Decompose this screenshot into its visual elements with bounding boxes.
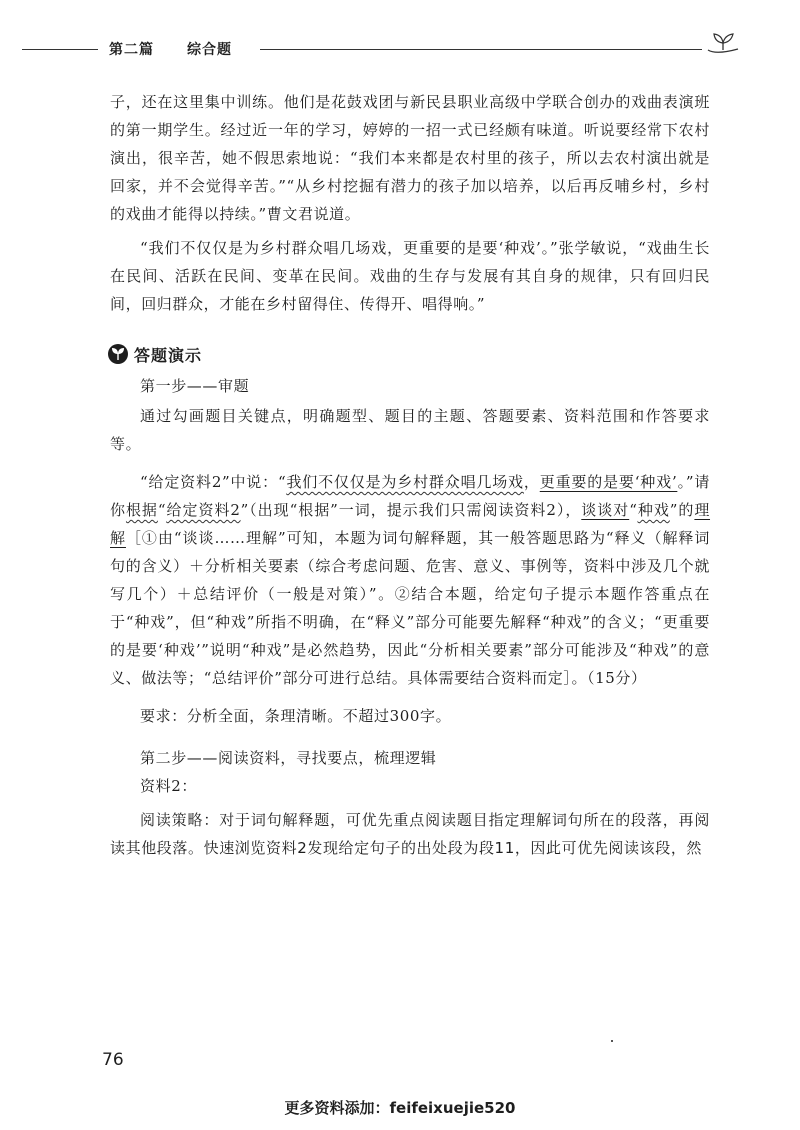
question-quote-b: 更重要的是要‘种戏’	[539, 473, 678, 491]
question-part: “给定资料2”中说：“	[140, 473, 287, 491]
material-paragraph-1: 子，还在这里集中训练。他们是花鼓戏团与新民县职业高级中学联合创办的戏曲表演班的第一期学生。经过近一年的学习，婷婷的一招一式已经颇有味道。听说要经常下农村演出，很辛苦，她不假思索地说：“我们本来都是农村里的孩子，所以去农村演出就是回家，并不会觉得辛苦。”“从乡村挖掘有潜力的孩子加以培养，以后再反哺乡村，乡村的戏曲才能得以持续。”曹文君说道。	[110, 93, 710, 223]
scan-dot	[611, 1040, 613, 1042]
question-part: “	[629, 501, 638, 519]
keyword-material-ref: 给定资料2	[166, 501, 241, 519]
page-number: 76	[102, 1050, 124, 1070]
question-analysis: ［①由“谈谈……理解”可知，本题为词句解释题，其一般答题思路为“释义（解释词句的含义）＋分析相关要素（综合考虑问题、危害、意义、事例等，资料中涉及几个就写几个）＋总结评价（一般是对策）”。②结合本题，给定句子提示本题作答重点在于“种戏”，但“种戏”所指不明确，在“释义”部分可能要先解释“种戏”的含义；“更重要的是要‘种戏’”说明“种戏”是必然趋势，因此“分析相关要素”部分可能涉及“种戏”的意义、做法等；“总结评价”部分可进行总结。具体需要结合资料而定］。（15分）	[110, 529, 710, 687]
material-paragraph-2: “我们不仅仅是为乡村群众唱几场戏，更重要的是要‘种戏’。”张学敏说，“戏曲生长在民间、活跃在民间、变革在民间。戏曲的生存与发展有其自身的规律，只有回归民间，回归群众，才能在乡村留得住、传得开、唱得响。”	[110, 239, 710, 313]
main-content	[110, 88, 710, 862]
keyword-tantan: 谈谈对	[581, 501, 630, 519]
sprout-icon	[706, 30, 740, 56]
keyword-zhongxi: 种戏	[637, 501, 670, 519]
question-block	[110, 468, 710, 692]
step1-title: 第一步——审题	[140, 377, 250, 395]
header-part: 第二篇	[109, 42, 154, 58]
leaf-badge-icon	[108, 344, 128, 364]
header-rule-left	[22, 49, 98, 50]
section-title-text: 答题演示	[134, 345, 203, 365]
question-part: ”的	[669, 501, 695, 519]
reading-strategy: 阅读策略：对于词句解释题，可优先重点阅读题目指定理解词句所在的段落，再阅读其他段落。快速浏览资料2发现给定句子的出处段为段11，因此可优先阅读该段，然	[110, 811, 710, 857]
question-part: ，	[523, 473, 540, 491]
section-title-demo	[108, 340, 710, 368]
header-rule-right	[260, 49, 702, 50]
question-part: ”（出现“根据”一词，提示我们只需阅读资料2），	[240, 501, 582, 519]
step1-text: 通过勾画题目关键点，明确题型、题目的主题、答题要素、资料范围和作答要求等。	[110, 407, 710, 453]
material-label: 资料2：	[140, 777, 197, 795]
question-part: “	[157, 501, 167, 519]
keyword-genju: 根据	[125, 501, 158, 519]
header-section: 综合题	[187, 42, 232, 58]
keyword-lijie: 理解	[110, 501, 711, 547]
requirement-text: 要求：分析全面，条理清晰。不超过300字。	[140, 707, 452, 725]
running-header	[22, 38, 740, 62]
step2-title: 第二步——阅读资料，寻找要点，梳理逻辑	[140, 749, 437, 767]
footer-note: 更多资料添加：feifeixuejie520	[284, 1099, 516, 1117]
question-quote-a: 我们不仅仅是为乡村群众唱几场戏	[286, 473, 524, 491]
question-part: 。”请你	[110, 473, 710, 519]
